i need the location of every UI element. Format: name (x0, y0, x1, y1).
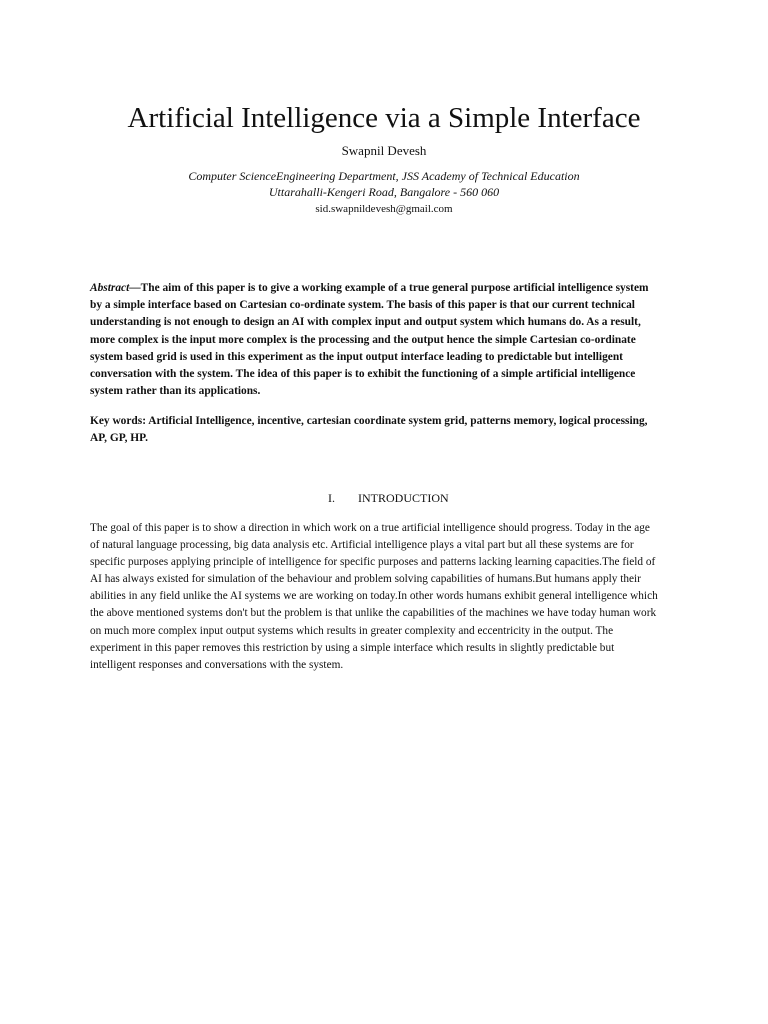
abstract-label: Abstract (90, 282, 130, 294)
abstract-text: The aim of this paper is to give a working example of a true general purpose artificial intelligence system by a simple interface based on Cartesian co-ordinate system. The basis of this paper is that our current technical understanding is not enough to design an AI with complex input and output system which humans do. As a result, more complex is the input more complex is the processing and the output hence the simple Cartesian co-ordinate system based grid is used in this experiment as the input output interface leading to predictable but intelligent conversation with the system. The idea of this paper is to exhibit the functioning of a simple artificial intelligence system rather than its applications. (90, 282, 649, 398)
author-name: Swapnil Devesh (341, 143, 427, 158)
paper-title: Artificial Intelligence via a Simple Interface (127, 102, 641, 134)
introduction-paragraph: The goal of this paper is to show a direction in which work on a true artificial intelligence should progress. Today in the age of natural language processing, big data analysis etc. Artificial intelligence plays a vital part but all these systems are for specific purposes applying principle of intelligence for specific purposes and patterns lacking learning capacities.The field of AI has always existed for simulation of the behaviour and problem solving capabilities of humans.But humans apply their abilities in any field unlike the AI systems we are working on today.In other words humans exhibit general intelligence which the above mentioned systems don't but the problem is that unlike the capabilities of the machines we have today human work on much more complex input output systems which results in greater complexity and eccentricity in the output. The experiment in this paper removes this restriction by using a simple interface which results in slightly predictable but intelligent responses and conversations with the system. (90, 522, 658, 671)
affiliation-line-1: Computer ScienceEngineering Department, JSS Academy of Technical Education (188, 169, 580, 183)
keywords-paragraph: Key words: Artificial Intelligence, incentive, cartesian coordinate system grid, patterns memory, logical processing, AP, GP, HP. (90, 415, 648, 445)
author-email: sid.swapnildevesh@gmail.com (315, 203, 453, 215)
abstract-paragraph (90, 280, 652, 400)
abstract-dash: — (129, 282, 141, 294)
affiliation-line-2: Uttarahalli-Kengeri Road, Bangalore - 560 060 (268, 185, 500, 199)
section-title: INTRODUCTION (358, 491, 449, 505)
section-number: I. (328, 491, 335, 505)
